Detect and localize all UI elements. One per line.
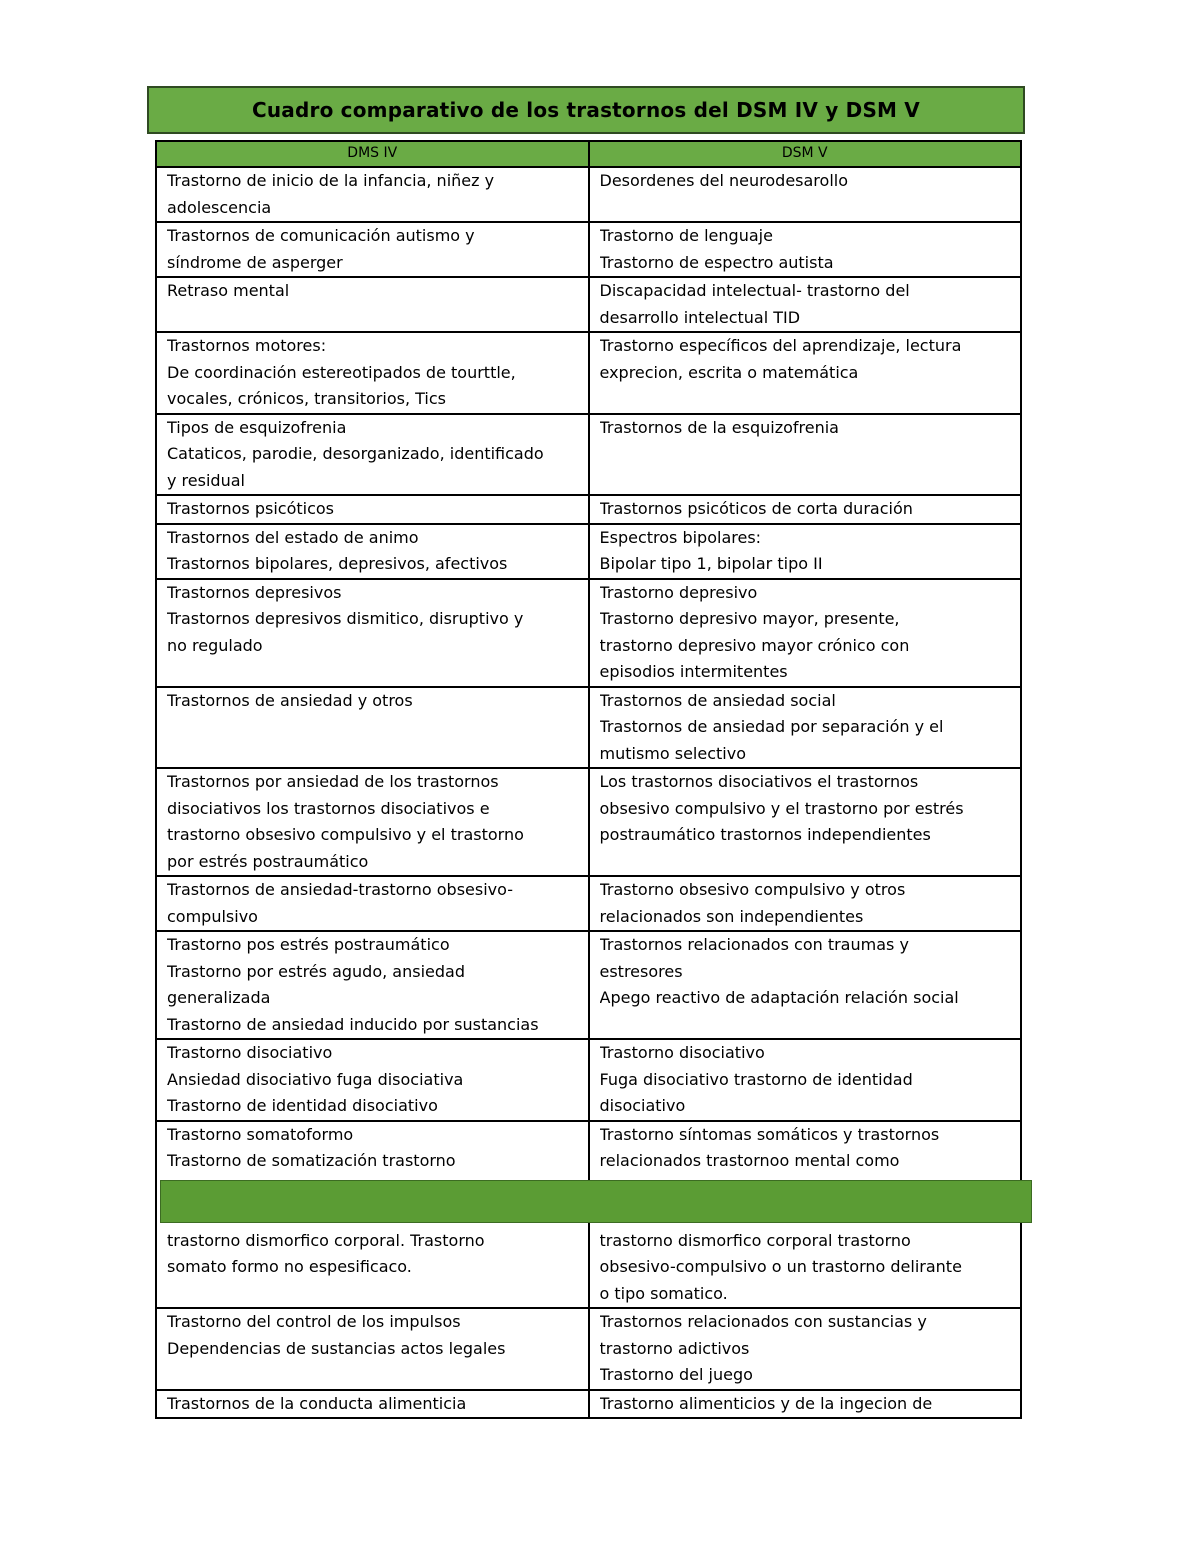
green-overlay-band [160,1180,1032,1223]
cell-dsm-iv [156,1308,589,1390]
table-row [156,167,1021,222]
cell-dsm-iv [156,876,589,931]
cell-dsm-v [589,1039,1022,1121]
cell-dsm-iv [156,931,589,1039]
cell-text-line: Trastornos motores: [167,336,327,355]
cell-text-line: trastorno adictivos [599,1338,750,1358]
cell-text-line: Retraso mental [167,281,290,300]
cell-dsm-iv [156,687,589,769]
cell-dsm-iv [156,222,589,277]
table-row [156,495,1021,524]
cell-text-line: adolescencia [167,197,272,217]
cell-text-line: De coordinación estereotipados de tourttle, [167,362,516,382]
cell-text-line: Trastornos bipolares, depresivos, afectivos [167,554,508,573]
cell-text-line: Bipolar tipo 1, bipolar tipo II [599,554,823,573]
cell-dsm-v [589,768,1022,876]
cell-dsm-v [589,1308,1022,1390]
cell-text-line: Trastornos psicóticos de corta duración [599,499,913,518]
cell-text-line: episodios intermitentes [599,662,788,681]
cell-text-line: Espectros bipolares: [599,527,762,547]
cell-dsm-v [589,414,1022,496]
cell-dsm-v [589,332,1022,414]
cell-text-line: Dependencias de sustancias actos legales [167,1338,506,1358]
cell-text-line: Fuga disociativo trastorno de identidad [599,1069,913,1089]
cell-text-line: Trastorno de espectro autista [599,252,834,272]
cell-text-line: Trastornos relacionados con sustancias y [599,1312,927,1331]
cell-text-line: Cataticos, parodie, desorganizado, identificado [167,444,544,463]
cell-text-line: Trastornos de ansiedad-trastorno obsesivo- [167,880,513,899]
cell-text-line: postraumático trastornos independientes [599,825,931,844]
cell-text-line: exprecion, escrita o matemática [599,362,859,382]
cell-dsm-v [589,167,1022,222]
cell-dsm-v [589,1390,1022,1419]
table-row [156,332,1021,414]
cell-text-line: disociativo [599,1096,686,1115]
cell-text-line: Trastornos de ansiedad y otros [167,690,413,710]
table-row [156,1039,1021,1121]
cell-text-line: Apego reactivo de adaptación relación social [599,988,959,1007]
cell-text-line: disociativos los trastornos disociativos e [167,798,490,818]
table-row [156,524,1021,579]
cell-text-line: Trastornos por ansiedad de los trastornos [167,772,499,791]
cell-text-line: trastorno dismorfico corporal. Trastorno [167,1230,485,1250]
cell-text-line: Trastorno de ansiedad inducido por sustancias [167,1014,539,1034]
cell-text-line: Trastorno del juego [599,1365,753,1384]
title-bar [147,86,1025,134]
cell-dsm-iv [156,524,589,579]
cell-text-line: Los trastornos disociativos el trastornos [599,772,919,791]
page-title: Cuadro comparativo de los trastornos del DSM IV y DSM V [251,98,920,122]
cell-text-line: Trastornos de la conducta alimenticia [167,1393,467,1413]
cell-dsm-v [589,495,1022,524]
cell-text-line: Trastorno disociativo [167,1043,333,1062]
cell-text-line: Trastorno de lenguaje [599,226,773,245]
table-row [156,931,1021,1039]
cell-dsm-iv [156,277,589,332]
cell-text-line: síndrome de asperger [167,252,343,272]
cell-dsm-v [589,579,1022,687]
cell-dsm-iv [156,579,589,687]
cell-text-line: por estrés postraumático [167,851,369,871]
column-header-dsm-iv: DMS IV [156,141,589,167]
cell-text-line: obsesivo-compulsivo o un trastorno delirante [599,1257,962,1276]
cell-dsm-v [589,524,1022,579]
cell-text-line: trastorno dismorfico corporal trastorno [599,1230,911,1250]
cell-text-line: Trastornos del estado de animo [167,527,419,547]
cell-text-line: Trastornos psicóticos [167,499,335,518]
cell-text-line: vocales, crónicos, transitorios, Tics [167,389,446,408]
cell-text-line: relacionados trastornoo mental como [599,1151,900,1170]
cell-text-line: Trastorno somatoformo [167,1124,354,1144]
cell-text-line: generalizada [167,988,271,1007]
cell-dsm-v [589,277,1022,332]
cell-text-line: Trastornos relacionados con traumas y [599,935,909,954]
cell-text-line: Ansiedad disociativo fuga disociativa [167,1069,464,1089]
table-row [156,222,1021,277]
column-header-dsm-v: DSM V [589,141,1022,167]
table-body [156,167,1021,1418]
cell-text-line: desarrollo intelectual TID [599,307,801,327]
cell-dsm-v [589,876,1022,931]
cell-text-line: Trastornos de ansiedad por separación y el [599,717,944,736]
comparison-table [155,140,1022,1419]
cell-text-line: Trastorno alimenticios y de la ingecion de [599,1393,933,1413]
cell-text-line: Trastorno de somatización trastorno [167,1151,456,1170]
cell-text-line: no regulado [167,635,263,655]
cell-dsm-iv [156,167,589,222]
cell-text-line: Trastorno disociativo [599,1043,765,1062]
cell-text-line: Trastornos depresivos [167,582,342,602]
cell-text-line: y residual [167,470,245,490]
cell-text-line: Trastorno de identidad disociativo [167,1096,438,1115]
cell-text-line: trastorno obsesivo compulsivo y el trastorno [167,825,524,844]
cell-dsm-v [589,222,1022,277]
cell-text-line: Trastorno obsesivo compulsivo y otros [599,880,906,899]
cell-text-line: Trastornos depresivos dismitico, disruptivo y [167,609,524,628]
table-row [156,687,1021,769]
cell-text-line: Tipos de esquizofrenia [167,417,347,437]
cell-dsm-iv [156,768,589,876]
table-row [156,876,1021,931]
cell-text-line: Trastorno depresivo [599,582,758,602]
cell-text-line: Trastornos de la esquizofrenia [599,417,839,437]
cell-dsm-iv [156,1390,589,1419]
cell-text-line: Trastorno síntomas somáticos y trastornos [599,1124,940,1144]
table-row [156,1390,1021,1419]
table-row [156,768,1021,876]
table-row [156,579,1021,687]
table-row [156,414,1021,496]
cell-text-line: Trastorno específicos del aprendizaje, lectura [599,336,962,355]
cell-text-line: Trastorno pos estrés postraumático [167,935,450,954]
cell-dsm-v [589,687,1022,769]
cell-dsm-iv [156,1039,589,1121]
cell-text-line: estresores [599,961,683,981]
cell-text-line: obsesivo compulsivo y el trastorno por estrés [599,798,964,818]
cell-text-line: Trastorno del control de los impulsos [167,1312,461,1331]
cell-text-line: Trastorno de inicio de la infancia, niñez y [167,171,495,190]
cell-dsm-iv [156,414,589,496]
cell-dsm-v [589,931,1022,1039]
cell-text-line: Desordenes del neurodesarollo [599,171,848,190]
cell-text-line: Trastornos de comunicación autismo y [167,226,475,245]
cell-text-line: mutismo selectivo [599,743,746,763]
cell-text-line: somato formo no espesificaco. [167,1257,412,1276]
cell-text-line: relacionados son independientes [599,906,864,926]
comparison-table-wrapper [155,140,1022,1419]
table-header-row [156,141,1021,167]
cell-text-line: o tipo somatico. [599,1283,728,1303]
cell-dsm-iv [156,495,589,524]
table-row [156,1308,1021,1390]
cell-dsm-iv [156,332,589,414]
table-row [156,277,1021,332]
cell-text-line: Discapacidad intelectual- trastorno del [599,281,910,300]
cell-text-line: Trastorno depresivo mayor, presente, [599,609,900,628]
cell-text-line: Trastornos de ansiedad social [599,690,836,710]
cell-text-line: trastorno depresivo mayor crónico con [599,635,910,655]
cell-text-line: compulsivo [167,906,258,926]
cell-text-line: Trastorno por estrés agudo, ansiedad [167,961,465,981]
